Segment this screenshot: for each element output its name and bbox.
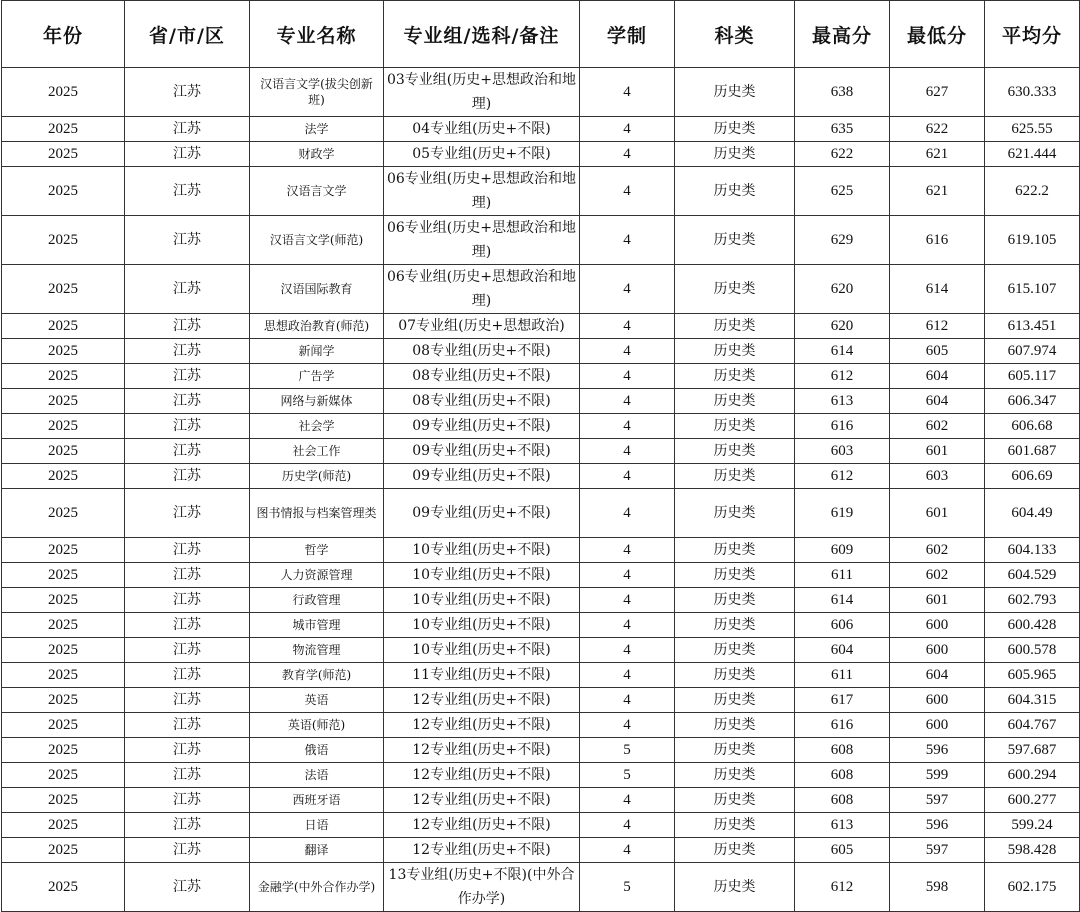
cell-max-score: 620 [795, 265, 890, 314]
cell-system: 4 [580, 588, 675, 613]
cell-province: 江苏 [125, 489, 250, 538]
cell-year: 2025 [2, 838, 125, 863]
table-body [2, 68, 1080, 912]
cell-system: 4 [580, 216, 675, 265]
cell-category: 历史类 [675, 813, 795, 838]
cell-major: 网络与新媒体 [250, 389, 384, 414]
cell-group: 06专业组(历史+思想政治和地理) [384, 265, 580, 314]
header-year: 年份 [2, 1, 125, 68]
cell-major: 汉语言文学 [250, 167, 384, 216]
cell-group: 10专业组(历史+不限) [384, 638, 580, 663]
cell-min-score: 602 [890, 414, 985, 439]
cell-avg-score: 621.444 [985, 142, 1080, 167]
cell-major: 西班牙语 [250, 788, 384, 813]
cell-province: 江苏 [125, 265, 250, 314]
cell-year: 2025 [2, 713, 125, 738]
cell-category: 历史类 [675, 563, 795, 588]
cell-min-score: 605 [890, 339, 985, 364]
cell-avg-score: 605.117 [985, 364, 1080, 389]
cell-major: 图书情报与档案管理类 [250, 489, 384, 538]
cell-province: 江苏 [125, 738, 250, 763]
cell-category: 历史类 [675, 638, 795, 663]
cell-category: 历史类 [675, 167, 795, 216]
cell-avg-score: 604.133 [985, 538, 1080, 563]
cell-major: 社会工作 [250, 439, 384, 464]
cell-min-score: 603 [890, 464, 985, 489]
table-row [2, 838, 1080, 863]
cell-province: 江苏 [125, 142, 250, 167]
cell-major: 思想政治教育(师范) [250, 314, 384, 339]
table-row [2, 763, 1080, 788]
cell-avg-score: 606.68 [985, 414, 1080, 439]
cell-max-score: 625 [795, 167, 890, 216]
table-row [2, 142, 1080, 167]
cell-system: 4 [580, 142, 675, 167]
cell-year: 2025 [2, 216, 125, 265]
cell-category: 历史类 [675, 464, 795, 489]
cell-min-score: 601 [890, 588, 985, 613]
table-row [2, 167, 1080, 216]
cell-avg-score: 606.347 [985, 389, 1080, 414]
cell-avg-score: 630.333 [985, 68, 1080, 117]
cell-min-score: 602 [890, 538, 985, 563]
cell-province: 江苏 [125, 339, 250, 364]
cell-avg-score: 602.175 [985, 863, 1080, 912]
cell-group: 12专业组(历史+不限) [384, 688, 580, 713]
cell-major: 日语 [250, 813, 384, 838]
cell-province: 江苏 [125, 863, 250, 912]
cell-year: 2025 [2, 788, 125, 813]
cell-group: 08专业组(历史+不限) [384, 364, 580, 389]
cell-group: 04专业组(历史+不限) [384, 117, 580, 142]
table-row [2, 117, 1080, 142]
cell-max-score: 622 [795, 142, 890, 167]
table-row [2, 464, 1080, 489]
cell-system: 4 [580, 838, 675, 863]
cell-category: 历史类 [675, 738, 795, 763]
table-row [2, 538, 1080, 563]
cell-category: 历史类 [675, 439, 795, 464]
cell-major: 城市管理 [250, 613, 384, 638]
cell-system: 4 [580, 489, 675, 538]
table-row [2, 863, 1080, 912]
cell-avg-score: 615.107 [985, 265, 1080, 314]
cell-avg-score: 599.24 [985, 813, 1080, 838]
cell-year: 2025 [2, 663, 125, 688]
cell-group: 03专业组(历史+思想政治和地理) [384, 68, 580, 117]
cell-category: 历史类 [675, 489, 795, 538]
cell-min-score: 596 [890, 813, 985, 838]
cell-major: 物流管理 [250, 638, 384, 663]
cell-province: 江苏 [125, 588, 250, 613]
cell-major: 历史学(师范) [250, 464, 384, 489]
cell-province: 江苏 [125, 414, 250, 439]
header-system: 学制 [580, 1, 675, 68]
cell-major: 教育学(师范) [250, 663, 384, 688]
cell-group: 05专业组(历史+不限) [384, 142, 580, 167]
cell-min-score: 598 [890, 863, 985, 912]
cell-province: 江苏 [125, 813, 250, 838]
cell-min-score: 601 [890, 489, 985, 538]
cell-group: 10专业组(历史+不限) [384, 563, 580, 588]
cell-group: 12专业组(历史+不限) [384, 788, 580, 813]
cell-province: 江苏 [125, 838, 250, 863]
cell-group: 08专业组(历史+不限) [384, 339, 580, 364]
cell-major: 俄语 [250, 738, 384, 763]
cell-major: 汉语言文学(拔尖创新班) [250, 68, 384, 117]
cell-avg-score: 602.793 [985, 588, 1080, 613]
cell-max-score: 609 [795, 538, 890, 563]
cell-year: 2025 [2, 638, 125, 663]
cell-year: 2025 [2, 489, 125, 538]
cell-group: 10专业组(历史+不限) [384, 588, 580, 613]
cell-province: 江苏 [125, 788, 250, 813]
cell-province: 江苏 [125, 117, 250, 142]
admission-scores-table [1, 0, 1080, 912]
cell-max-score: 608 [795, 763, 890, 788]
header-max-score: 最高分 [795, 1, 890, 68]
cell-group: 07专业组(历史+思想政治) [384, 314, 580, 339]
table-row [2, 813, 1080, 838]
cell-max-score: 617 [795, 688, 890, 713]
cell-major: 新闻学 [250, 339, 384, 364]
cell-province: 江苏 [125, 389, 250, 414]
cell-category: 历史类 [675, 68, 795, 117]
cell-min-score: 597 [890, 788, 985, 813]
cell-max-score: 611 [795, 563, 890, 588]
table-row [2, 713, 1080, 738]
cell-avg-score: 622.2 [985, 167, 1080, 216]
cell-group: 06专业组(历史+思想政治和地理) [384, 216, 580, 265]
cell-group: 11专业组(历史+不限) [384, 663, 580, 688]
cell-category: 历史类 [675, 364, 795, 389]
cell-avg-score: 601.687 [985, 439, 1080, 464]
cell-group: 10专业组(历史+不限) [384, 613, 580, 638]
cell-system: 4 [580, 813, 675, 838]
cell-max-score: 608 [795, 738, 890, 763]
cell-province: 江苏 [125, 364, 250, 389]
cell-min-score: 621 [890, 167, 985, 216]
cell-year: 2025 [2, 688, 125, 713]
cell-group: 10专业组(历史+不限) [384, 538, 580, 563]
cell-year: 2025 [2, 389, 125, 414]
cell-max-score: 604 [795, 638, 890, 663]
cell-category: 历史类 [675, 838, 795, 863]
header-row [2, 1, 1080, 68]
cell-max-score: 614 [795, 588, 890, 613]
cell-avg-score: 604.315 [985, 688, 1080, 713]
cell-min-score: 614 [890, 265, 985, 314]
cell-category: 历史类 [675, 788, 795, 813]
cell-year: 2025 [2, 142, 125, 167]
cell-max-score: 611 [795, 663, 890, 688]
cell-major: 英语 [250, 688, 384, 713]
cell-avg-score: 606.69 [985, 464, 1080, 489]
header-min-score: 最低分 [890, 1, 985, 68]
cell-avg-score: 600.578 [985, 638, 1080, 663]
cell-max-score: 619 [795, 489, 890, 538]
cell-province: 江苏 [125, 613, 250, 638]
cell-year: 2025 [2, 439, 125, 464]
cell-min-score: 604 [890, 389, 985, 414]
cell-system: 4 [580, 414, 675, 439]
cell-category: 历史类 [675, 613, 795, 638]
cell-min-score: 602 [890, 563, 985, 588]
cell-system: 4 [580, 613, 675, 638]
cell-group: 12专业组(历史+不限) [384, 763, 580, 788]
cell-year: 2025 [2, 314, 125, 339]
table-row [2, 265, 1080, 314]
cell-major: 汉语言文学(师范) [250, 216, 384, 265]
cell-system: 4 [580, 663, 675, 688]
cell-min-score: 600 [890, 713, 985, 738]
cell-year: 2025 [2, 339, 125, 364]
cell-min-score: 621 [890, 142, 985, 167]
table-row [2, 364, 1080, 389]
cell-max-score: 605 [795, 838, 890, 863]
cell-max-score: 629 [795, 216, 890, 265]
cell-max-score: 612 [795, 464, 890, 489]
cell-system: 4 [580, 167, 675, 216]
cell-min-score: 622 [890, 117, 985, 142]
cell-province: 江苏 [125, 464, 250, 489]
table-row [2, 414, 1080, 439]
cell-avg-score: 604.767 [985, 713, 1080, 738]
cell-avg-score: 619.105 [985, 216, 1080, 265]
cell-avg-score: 625.55 [985, 117, 1080, 142]
cell-avg-score: 600.428 [985, 613, 1080, 638]
table-row [2, 314, 1080, 339]
table-row [2, 663, 1080, 688]
cell-year: 2025 [2, 613, 125, 638]
cell-year: 2025 [2, 117, 125, 142]
cell-category: 历史类 [675, 863, 795, 912]
cell-category: 历史类 [675, 538, 795, 563]
cell-avg-score: 597.687 [985, 738, 1080, 763]
table-header [2, 1, 1080, 68]
cell-category: 历史类 [675, 339, 795, 364]
table-row [2, 788, 1080, 813]
cell-max-score: 635 [795, 117, 890, 142]
cell-year: 2025 [2, 588, 125, 613]
cell-major: 翻译 [250, 838, 384, 863]
cell-system: 4 [580, 538, 675, 563]
table-row [2, 68, 1080, 117]
cell-category: 历史类 [675, 713, 795, 738]
cell-major: 人力资源管理 [250, 563, 384, 588]
cell-system: 5 [580, 738, 675, 763]
cell-min-score: 604 [890, 663, 985, 688]
cell-group: 06专业组(历史+思想政治和地理) [384, 167, 580, 216]
cell-province: 江苏 [125, 638, 250, 663]
cell-major: 金融学(中外合作办学) [250, 863, 384, 912]
cell-major: 法学 [250, 117, 384, 142]
cell-system: 4 [580, 464, 675, 489]
cell-system: 4 [580, 389, 675, 414]
cell-max-score: 616 [795, 713, 890, 738]
table-row [2, 216, 1080, 265]
table-row [2, 588, 1080, 613]
cell-year: 2025 [2, 464, 125, 489]
cell-system: 4 [580, 314, 675, 339]
cell-province: 江苏 [125, 216, 250, 265]
cell-max-score: 613 [795, 813, 890, 838]
table-row [2, 489, 1080, 538]
table-row [2, 688, 1080, 713]
cell-min-score: 600 [890, 688, 985, 713]
cell-major: 广告学 [250, 364, 384, 389]
cell-group: 09专业组(历史+不限) [384, 414, 580, 439]
cell-max-score: 614 [795, 339, 890, 364]
cell-max-score: 608 [795, 788, 890, 813]
cell-system: 4 [580, 788, 675, 813]
cell-max-score: 612 [795, 863, 890, 912]
cell-system: 4 [580, 68, 675, 117]
cell-year: 2025 [2, 563, 125, 588]
cell-avg-score: 607.974 [985, 339, 1080, 364]
cell-avg-score: 604.529 [985, 563, 1080, 588]
cell-province: 江苏 [125, 713, 250, 738]
cell-avg-score: 604.49 [985, 489, 1080, 538]
cell-category: 历史类 [675, 414, 795, 439]
header-avg-score: 平均分 [985, 1, 1080, 68]
cell-group: 12专业组(历史+不限) [384, 738, 580, 763]
cell-group: 13专业组(历史+不限)(中外合作办学) [384, 863, 580, 912]
cell-avg-score: 600.277 [985, 788, 1080, 813]
cell-major: 哲学 [250, 538, 384, 563]
cell-group: 09专业组(历史+不限) [384, 439, 580, 464]
cell-min-score: 601 [890, 439, 985, 464]
cell-year: 2025 [2, 763, 125, 788]
cell-system: 4 [580, 117, 675, 142]
cell-min-score: 616 [890, 216, 985, 265]
cell-max-score: 612 [795, 364, 890, 389]
cell-province: 江苏 [125, 563, 250, 588]
cell-min-score: 600 [890, 613, 985, 638]
cell-max-score: 638 [795, 68, 890, 117]
table-row [2, 613, 1080, 638]
cell-group: 12专业组(历史+不限) [384, 838, 580, 863]
cell-system: 4 [580, 339, 675, 364]
cell-year: 2025 [2, 813, 125, 838]
cell-category: 历史类 [675, 763, 795, 788]
cell-avg-score: 598.428 [985, 838, 1080, 863]
cell-system: 4 [580, 364, 675, 389]
cell-group: 09专业组(历史+不限) [384, 489, 580, 538]
header-group: 专业组/选科/备注 [384, 1, 580, 68]
cell-min-score: 600 [890, 638, 985, 663]
cell-province: 江苏 [125, 68, 250, 117]
cell-system: 4 [580, 563, 675, 588]
cell-system: 4 [580, 688, 675, 713]
cell-province: 江苏 [125, 167, 250, 216]
table-row [2, 638, 1080, 663]
cell-year: 2025 [2, 68, 125, 117]
table-row [2, 389, 1080, 414]
cell-province: 江苏 [125, 688, 250, 713]
cell-category: 历史类 [675, 688, 795, 713]
cell-min-score: 612 [890, 314, 985, 339]
cell-category: 历史类 [675, 314, 795, 339]
cell-max-score: 613 [795, 389, 890, 414]
cell-system: 5 [580, 763, 675, 788]
header-province: 省/市/区 [125, 1, 250, 68]
header-category: 科类 [675, 1, 795, 68]
cell-category: 历史类 [675, 117, 795, 142]
cell-min-score: 599 [890, 763, 985, 788]
cell-group: 09专业组(历史+不限) [384, 464, 580, 489]
cell-category: 历史类 [675, 142, 795, 167]
table-row [2, 738, 1080, 763]
cell-year: 2025 [2, 364, 125, 389]
cell-avg-score: 600.294 [985, 763, 1080, 788]
cell-category: 历史类 [675, 265, 795, 314]
cell-category: 历史类 [675, 663, 795, 688]
cell-year: 2025 [2, 738, 125, 763]
cell-major: 财政学 [250, 142, 384, 167]
cell-system: 4 [580, 439, 675, 464]
cell-group: 08专业组(历史+不限) [384, 389, 580, 414]
table-row [2, 339, 1080, 364]
cell-province: 江苏 [125, 314, 250, 339]
cell-system: 4 [580, 265, 675, 314]
cell-province: 江苏 [125, 663, 250, 688]
cell-group: 12专业组(历史+不限) [384, 713, 580, 738]
cell-min-score: 604 [890, 364, 985, 389]
header-major: 专业名称 [250, 1, 384, 68]
cell-province: 江苏 [125, 763, 250, 788]
cell-major: 社会学 [250, 414, 384, 439]
cell-max-score: 603 [795, 439, 890, 464]
cell-year: 2025 [2, 538, 125, 563]
cell-category: 历史类 [675, 216, 795, 265]
cell-major: 行政管理 [250, 588, 384, 613]
cell-system: 5 [580, 863, 675, 912]
cell-max-score: 606 [795, 613, 890, 638]
cell-year: 2025 [2, 265, 125, 314]
cell-min-score: 597 [890, 838, 985, 863]
cell-system: 4 [580, 713, 675, 738]
table-row [2, 439, 1080, 464]
cell-system: 4 [580, 638, 675, 663]
cell-year: 2025 [2, 167, 125, 216]
cell-max-score: 620 [795, 314, 890, 339]
cell-category: 历史类 [675, 389, 795, 414]
cell-category: 历史类 [675, 588, 795, 613]
cell-avg-score: 605.965 [985, 663, 1080, 688]
cell-province: 江苏 [125, 439, 250, 464]
cell-min-score: 596 [890, 738, 985, 763]
cell-min-score: 627 [890, 68, 985, 117]
table-row [2, 563, 1080, 588]
cell-major: 法语 [250, 763, 384, 788]
cell-year: 2025 [2, 863, 125, 912]
cell-group: 12专业组(历史+不限) [384, 813, 580, 838]
cell-avg-score: 613.451 [985, 314, 1080, 339]
cell-year: 2025 [2, 414, 125, 439]
cell-province: 江苏 [125, 538, 250, 563]
cell-major: 英语(师范) [250, 713, 384, 738]
cell-max-score: 616 [795, 414, 890, 439]
cell-major: 汉语国际教育 [250, 265, 384, 314]
